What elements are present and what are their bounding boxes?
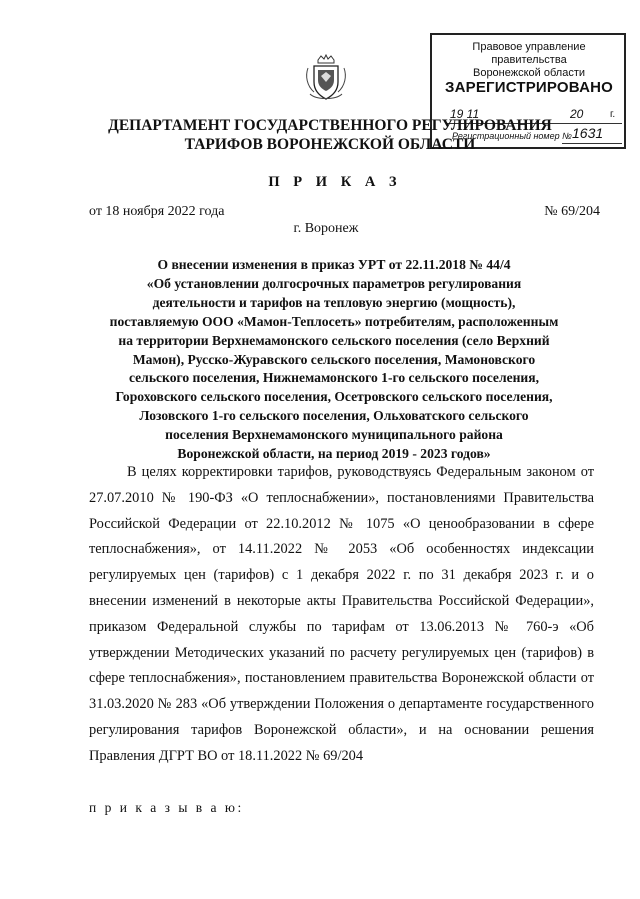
- order-closing: п р и к а з ы в а ю:: [89, 800, 244, 815]
- subject-line: деятельности и тарифов на тепловую энергию (мощность),: [152, 294, 516, 310]
- stamp-org-line: Правовое управление правительства: [472, 41, 586, 66]
- order-title: П Р И К А З: [268, 174, 402, 190]
- department-title-line2: ТАРИФОВ ВОРОНЕЖСКОЙ ОБЛАСТИ: [184, 136, 476, 153]
- subject-line: поселения Верхнемамонского муниципального района: [165, 427, 503, 443]
- body-paragraph: В целях корректировки тарифов, руководствуясь Федеральным законом от 27.07.2010 № 190-ФЗ «О теплоснабжении», постановлениями Правительства Российской Федерации от 22.10.2012 № 1075 «О ценообразовании в сфере теплоснабжения», от 14.11.2022 № 2053 «Об особенностях индексации регулируемых цен (тарифов) с 1 декабря 2022 г. по 31 декабря 2023 г. и о внесении изменений в некоторые акты Правительства Российской Федерации», приказом Федеральной службы по тарифам от 13.06.2013 № 760-э «Об утверждении Методических указаний по расчету регулируемых цен (тарифов) в сфере теплоснабжения», постановлением правительства Воронежской области от 31.03.2020 № 283 «Об утверждении Положения о департаменте государственного регулирования тарифов Воронежской области», и на основании решения Правления ДГРТ ВО от 18.11.2022 № 69/204: [89, 464, 594, 764]
- subject-line: Воронежской области, на период 2019 - 2023 годов»: [177, 446, 491, 462]
- subject-line: Мамон), Русско-Журавского сельского поселения, Мамоновского: [132, 351, 536, 367]
- subject-line: на территории Верхнемамонского сельского поселения (село Верхний: [118, 332, 550, 348]
- stamp-reg-number-label: Регистрационный номер №: [452, 131, 572, 141]
- subject-line: поставляемую ООО «Мамон-Теплосеть» потребителям, расположенным: [109, 313, 559, 329]
- subject-line: О внесении изменения в приказ УРТ от 22.11.2018 № 44/4: [157, 257, 511, 272]
- coat-of-arms-icon: [304, 54, 348, 104]
- order-city: г. Воронеж: [293, 221, 359, 236]
- stamp-number-underline: [562, 143, 622, 144]
- order-body: [89, 460, 594, 770]
- department-title-line1: ДЕПАРТАМЕНТ ГОСУДАРСТВЕННОГО РЕГУЛИРОВАНИЯ: [108, 117, 552, 134]
- stamp-year-suffix: г.: [610, 109, 616, 120]
- order-subject: [92, 256, 576, 464]
- subject-line: «Об установлении долгосрочных параметров регулирования: [146, 275, 522, 291]
- stamp-registered-label: ЗАРЕГИСТРИРОВАНО: [444, 79, 614, 96]
- stamp-org-line: Воронежской области: [472, 67, 585, 79]
- subject-line: Гороховского сельского поселения, Осетровского сельского поселения,: [115, 389, 553, 405]
- order-number: № 69/204: [544, 204, 600, 219]
- subject-line: Лозовского 1-го сельского поселения, Ольховатского сельского: [139, 408, 529, 424]
- stamp-date: 19 11: [450, 107, 480, 121]
- stamp-organization: [438, 41, 620, 80]
- order-date: от 18 ноября 2022 года: [89, 204, 225, 219]
- stamp-year: 20: [570, 107, 584, 121]
- subject-line: сельского поселения, Нижнемамонского 1-го сельского поселения,: [128, 370, 540, 386]
- stamp-reg-number: 1631: [572, 125, 604, 141]
